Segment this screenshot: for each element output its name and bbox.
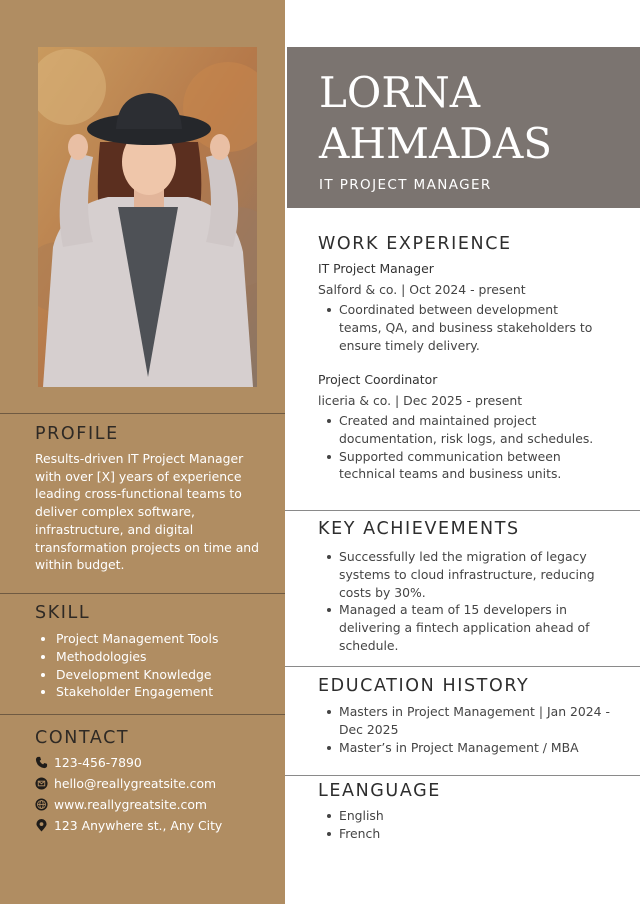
job-bullet: Supported communication between technical teams and business units. — [322, 448, 597, 484]
language-item: English — [322, 807, 622, 825]
contact-website — [35, 794, 222, 815]
job-bullet: Coordinated between development teams, QA, and business stakeholders to ensure timely delivery. — [322, 301, 597, 354]
contact-phone — [35, 752, 222, 773]
job-bullets — [322, 412, 597, 483]
achievement-item: Managed a team of 15 developers in delivering a fintech application ahead of schedule. — [322, 601, 612, 654]
website-link[interactable]: www.reallygreatsite.com — [54, 797, 208, 812]
left-sidebar — [0, 0, 285, 904]
profile-photo — [38, 47, 257, 387]
job-role: IT PROJECT MANAGER — [319, 177, 492, 193]
address-text: 123 Anywhere st., Any City — [54, 818, 223, 833]
name-banner — [287, 47, 640, 208]
portrait-image — [38, 47, 257, 387]
contact-email — [35, 773, 222, 794]
profile-text: Results-driven IT Project Manager with over [X] years of experience leading cross-functional teams to deliver complex software, infrastructure, and digital transformation projects on time and within budget. — [35, 451, 260, 573]
location-pin-icon — [35, 819, 48, 832]
job-title: Project Coordinator — [318, 372, 438, 387]
job-bullets — [322, 301, 597, 354]
profile-heading: PROFILE — [35, 424, 119, 444]
skill-item: Stakeholder Engagement — [38, 683, 218, 701]
contact-address — [35, 815, 222, 836]
name-first: LORNA — [319, 68, 481, 117]
education-item: Master’s in Project Management / MBA — [322, 739, 612, 757]
skill-item: Project Management Tools — [38, 630, 218, 648]
education-heading: EDUCATION HISTORY — [318, 676, 530, 696]
divider — [285, 666, 640, 667]
divider — [0, 714, 285, 715]
work-heading: WORK EXPERIENCE — [318, 234, 512, 254]
job-company: Salford & co. | Oct 2024 - present — [318, 282, 526, 297]
divider — [0, 413, 285, 414]
achievements-list — [322, 548, 612, 655]
contact-heading: CONTACT — [35, 728, 130, 748]
divider — [285, 510, 640, 511]
email-icon — [35, 777, 48, 790]
contact-list — [35, 752, 222, 836]
education-list — [322, 703, 612, 756]
skill-item: Methodologies — [38, 648, 218, 666]
education-item: Masters in Project Management | Jan 2024 - Dec 2025 — [322, 703, 612, 739]
email-link[interactable]: hello@reallygreatsite.com — [54, 776, 217, 791]
name-last: AHMADAS — [319, 119, 553, 168]
language-heading: LEANGUAGE — [318, 781, 441, 801]
globe-icon — [35, 798, 48, 811]
divider — [0, 593, 285, 594]
language-item: French — [322, 825, 622, 843]
phone-text: 123-456-7890 — [54, 755, 142, 770]
skill-list — [38, 630, 218, 701]
skill-item: Development Knowledge — [38, 666, 218, 684]
job-company: liceria & co. | Dec 2025 - present — [318, 393, 523, 408]
achievement-item: Successfully led the migration of legacy systems to cloud infrastructure, reducing costs by 30%. — [322, 548, 612, 601]
job-title: IT Project Manager — [318, 261, 434, 276]
language-list — [322, 807, 622, 843]
divider — [285, 775, 640, 776]
achievements-heading: KEY ACHIEVEMENTS — [318, 519, 520, 539]
phone-icon — [35, 756, 48, 769]
skill-heading: SKILL — [35, 603, 91, 623]
job-bullet: Created and maintained project documentation, risk logs, and schedules. — [322, 412, 597, 448]
